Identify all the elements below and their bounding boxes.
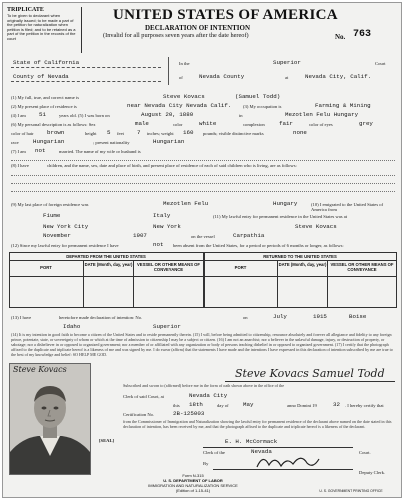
- table-right-header: RETURNED TO THE UNITED STATES: [263, 254, 337, 259]
- feet-label: feet: [117, 131, 124, 136]
- spouse-line: [11, 160, 395, 161]
- emigrated-label: (10) I emigrated to the United States of America from: [311, 202, 384, 212]
- sex-value: male: [135, 120, 149, 127]
- prev-declaration-city: Boise: [349, 313, 367, 320]
- clerk-name-line: [203, 447, 353, 448]
- table-bottom: [9, 307, 397, 308]
- certification-label: Certification No.: [123, 412, 155, 417]
- complexion-value: fair: [279, 120, 293, 127]
- court-city: Nevada City, Calif.: [305, 73, 372, 80]
- height-inches: 7: [137, 129, 141, 136]
- by-label: By: [203, 461, 209, 466]
- residence-value: near Nevada City Nevada Calif.: [127, 102, 232, 109]
- printer-credit: U. S. GOVERNMENT PRINTING OFFICE: [319, 489, 383, 493]
- weight-value: 160: [183, 129, 194, 136]
- declaration-number: 763: [353, 29, 372, 40]
- portrait-image: [10, 364, 90, 474]
- arrival-under-name: Steve Kovacs: [295, 223, 337, 230]
- height-label: height: [85, 131, 97, 136]
- col-port-right: PORT: [234, 265, 247, 270]
- certify-label: . I hereby certify that: [345, 403, 384, 408]
- footer-block: [113, 473, 273, 493]
- department-name: U. S. DEPARTMENT OF LABOR: [163, 478, 223, 483]
- header-divider: [81, 7, 82, 53]
- declarant-name: Steve Kovacs: [163, 93, 205, 100]
- table-col-rule-3: [277, 260, 278, 307]
- in-the-label: In the: [179, 61, 190, 66]
- emigrated-from: Fiume: [43, 212, 61, 219]
- prev-declaration-rest: heretofore made declaration of intention: No.: [59, 315, 143, 320]
- married-label: (7) I am: [11, 149, 26, 154]
- court-suffix: Court.: [359, 450, 371, 455]
- col-port-left: PORT: [40, 265, 52, 270]
- service-name: IMMIGRATION AND NATURALIZATION SERVICE: [148, 483, 238, 488]
- children-line-1: [11, 175, 395, 176]
- triplicate-label: TRIPLICATE: [7, 7, 44, 13]
- clerk-city: Nevada City: [189, 392, 228, 399]
- court-county: Nevada County: [199, 73, 245, 80]
- certification-number: 2B-125003: [173, 410, 205, 417]
- clerk-name: E. H. McCormack: [225, 438, 278, 445]
- day-of-label: day of: [217, 403, 229, 408]
- seal-label: [SEAL]: [99, 438, 115, 443]
- nationality-label: ; present nationality: [93, 140, 130, 145]
- vessel-value: Carpathia: [233, 232, 265, 239]
- arrival-label: (11) My lawful entry for permanent residence in the United States was at: [213, 214, 348, 219]
- last-residence-value: Mezotlen Felu: [163, 200, 209, 207]
- venue-state-line: [11, 67, 161, 68]
- document-title: UNITED STATES OF AMERICA: [113, 7, 338, 23]
- clerk-at-label: Clerk of said Court, at: [123, 394, 164, 399]
- occupation-value: Farming & Mining: [315, 102, 371, 109]
- certification-text: from the Commissioner of Immigration and Naturalization showing the lawful entry for permanent residence of the declarant above named on the date stated in this declaration of intention, has been received by me, and that the photograph affixed to the duplicate and triplicate hereof is a likeness of the declarant.: [123, 420, 392, 429]
- eyes-value: grey: [359, 120, 373, 127]
- col-vessel-left: VESSEL OR OTHER MEANS OF CONVEYANCE: [137, 262, 200, 272]
- children-rest: children, and the name, sex, date and place of birth, and present place of residence of each of said children who is living, are as follows:: [47, 163, 297, 168]
- clerk-court: Nevada: [251, 448, 272, 455]
- declarant-alias: (Samuel Todd): [235, 93, 281, 100]
- race-value: Hungarian: [33, 138, 65, 145]
- absent-value: not: [153, 241, 164, 248]
- children-line-2: [11, 183, 395, 184]
- venue-brace: [168, 57, 169, 85]
- nationality-value: Hungarian: [153, 138, 185, 145]
- born-label: years old. (5) I was born on: [59, 113, 110, 118]
- table-left-edge: [9, 252, 10, 307]
- table-center-rule: [203, 252, 205, 307]
- clerk-title: Clerk of the: [203, 450, 225, 455]
- birth-date: August 20, 1880: [141, 111, 194, 118]
- this-label: this: [173, 403, 180, 408]
- occupation-label: (3) My occupation is: [243, 104, 282, 109]
- arrival-year: 1907: [133, 232, 147, 239]
- race-label: race: [11, 140, 19, 145]
- inches-label: inches; weight: [147, 131, 174, 136]
- description-label: (6) My personal description is as follows: Sex: [11, 122, 96, 127]
- at-label: at: [285, 75, 289, 80]
- prev-declaration-court: Superior: [153, 323, 181, 330]
- form-number: Form N-315: [182, 473, 204, 478]
- table-col-rule-1: [83, 260, 84, 307]
- declaration-document: [2, 2, 402, 498]
- triplicate-block: [7, 7, 77, 42]
- oath-paragraph: (14) It is my intention in good faith to become a citizen of the United States and to reside permanently therein. (15) I will, before being admitted to citizenship, renounce absolutely and forever all allegiance and fidelity to any foreign prince, potentate, state, or sovereignty of whom or which at the time of admission to citizenship I may be a subject or citizen. (16) I am not an anarchist; nor a believer in the unlawful damage, injury, or destruction of property, or sabotage; nor a disbeliever in or opposed to organized government; nor a member of or affiliated with any organization or body of persons teaching disbelief in or opposed to organized government. (17) I certify that the photograph affixed to the duplicate and triplicate hereof is a likeness of me and was signed by me. I do swear (affirm) that the statements I have made and the intentions I have expressed in this declaration of intention subscribed by me are true to the best of my knowledge and belief: SO HELP ME GOD.: [11, 333, 393, 357]
- sworn-month: May: [243, 401, 254, 408]
- prev-declaration-year: 1915: [313, 313, 327, 320]
- sworn-day: 18th: [189, 401, 203, 408]
- declarant-photo: [9, 363, 91, 475]
- marks-value: none: [293, 129, 307, 136]
- deputy-clerk-label: Deputy Clerk.: [359, 470, 386, 475]
- court-label: Court: [375, 61, 386, 66]
- anno-label: anno Domini 19: [287, 403, 317, 408]
- absent-label: (12) Since my lawful entry for permanent residence I have: [11, 243, 119, 248]
- validity-note: (Invalid for all purposes seven years after the date hereof): [103, 32, 249, 39]
- children-line-3: [11, 191, 395, 192]
- eyes-label: color of eyes: [309, 122, 333, 127]
- hair-label: color of hair: [11, 131, 34, 136]
- triplicate-note: To be given to declarant when originally issued; to be made a part of the petition for naturalization when petition is filed; and to be retained as a part of the petition in the records of the court: [7, 13, 76, 41]
- last-residence-label: (9) My last place of foreign residence was: [11, 202, 89, 207]
- of-label: of: [179, 75, 183, 80]
- complexion-label: complexion: [243, 122, 265, 127]
- vessel-label: on the vessel: [191, 234, 215, 239]
- arrival-port: New York City: [43, 223, 89, 230]
- table-left-header: DEPARTED FROM THE UNITED STATES: [66, 254, 146, 259]
- edition-note: (Edition of 1-15-41): [175, 488, 211, 493]
- emigrated-country: Italy: [153, 212, 171, 219]
- col-date-left: DATE (Month, day, year): [84, 262, 133, 267]
- col-vessel-right: VESSEL OR OTHER MEANS OF CONVEYANCE: [330, 262, 394, 272]
- pounds-label: pounds; visible distinctive marks: [203, 131, 264, 136]
- absent-rest: been absent from the United States, for a period or periods of 6 months or longer, as follows:: [173, 243, 344, 248]
- document-subtitle: DECLARATION OF INTENTION: [145, 24, 251, 32]
- birthplace-value: Mezotlen Felu Hungary: [285, 111, 359, 118]
- prev-declaration-state: Idaho: [63, 323, 81, 330]
- col-date-right: DATE (Month, day, year): [278, 262, 327, 267]
- arrival-date: November: [43, 232, 71, 239]
- number-label: No.: [335, 33, 346, 41]
- venue-county: County of Nevada: [13, 73, 69, 80]
- residence-label: (2) My present place of residence is: [11, 104, 77, 109]
- declarant-signature: Steve Kovacs Samuel Todd: [235, 367, 385, 380]
- subscribed-text: Subscribed and sworn to (affirmed) before me in the form of oath shown above in the office of the: [123, 384, 285, 388]
- height-feet: 5: [107, 129, 111, 136]
- children-label: (8) I have: [11, 163, 29, 168]
- color-value: white: [199, 120, 217, 127]
- court-name: Superior: [273, 59, 301, 66]
- birthplace-in-label: in: [239, 113, 243, 118]
- name-label: (1) My full, true, and correct name is: [11, 95, 79, 100]
- table-right-edge: [396, 252, 397, 307]
- venue-county-line: [11, 81, 161, 82]
- married-value: not: [35, 147, 46, 154]
- arrival-state: New York: [153, 223, 181, 230]
- deputy-line: [213, 469, 353, 470]
- age-label: (4) I am: [11, 113, 26, 118]
- age-value: 51: [39, 111, 46, 118]
- married-rest: married. The name of my wife or husband is: [59, 149, 141, 154]
- prev-declaration-month: July: [273, 313, 287, 320]
- last-residence-country: Hungary: [273, 200, 298, 207]
- sworn-year: 32: [333, 401, 340, 408]
- prev-declaration-label: (13) I have: [11, 315, 32, 320]
- hair-value: brown: [47, 129, 65, 136]
- venue-state: State of California: [13, 59, 80, 66]
- color-label: color: [173, 122, 183, 127]
- photo-signature: Steve Kovacs: [13, 365, 67, 374]
- prev-declaration-on: on: [243, 315, 248, 320]
- declarant-signature-line: [225, 381, 395, 382]
